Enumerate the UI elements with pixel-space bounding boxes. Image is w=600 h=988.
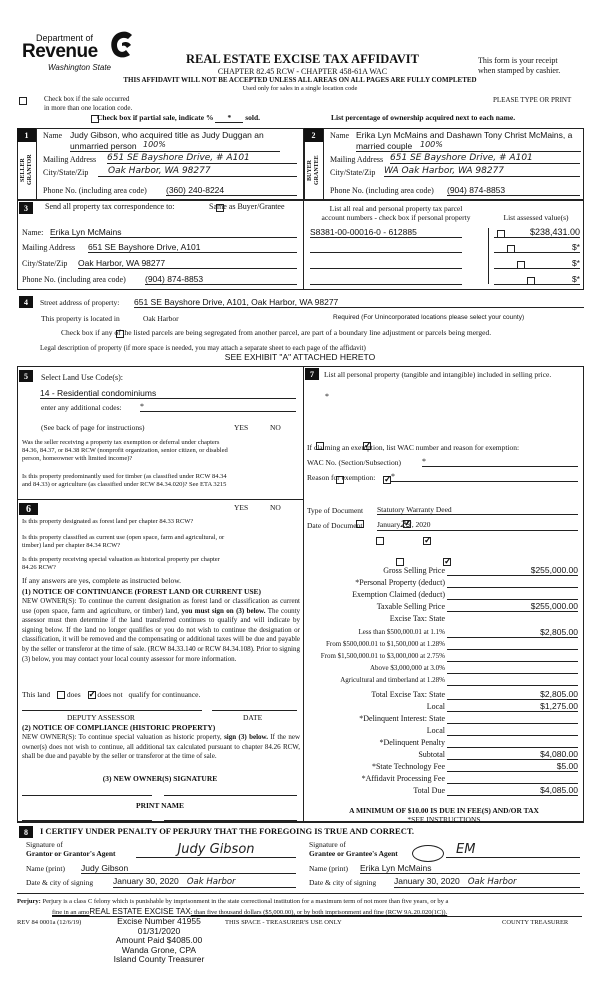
reason-label: Reason for exemption: xyxy=(307,473,376,482)
corr-address-label: Mailing Address xyxy=(22,243,76,252)
minimum-due-note: A MINIMUM OF $10.00 IS DUE IN FEE(S) AND/OR TAX xyxy=(349,806,539,815)
wac-label: WAC No. (Section/Subsection) xyxy=(307,458,401,467)
if-yes-note: If any answers are yes, complete as instructed below. xyxy=(22,576,182,585)
new-owner-sig-line-2[interactable] xyxy=(164,795,297,796)
parcel-number-3[interactable] xyxy=(310,259,462,269)
doc-type[interactable]: Statutory Warranty Deed xyxy=(377,505,578,515)
assessed-value-3[interactable]: $* xyxy=(494,258,580,269)
grantor-sig-label-1: Signature of xyxy=(26,840,63,849)
corr-address[interactable]: 651 SE Bayshore Drive, A101 xyxy=(88,242,297,253)
tax-label-agricultural: Agricultural and timberland at 1.28% xyxy=(340,676,445,684)
exemption-label: If claiming an exemption, list WAC number and reason for exemption: xyxy=(307,443,520,452)
parcel-number-1[interactable]: S8381-00-00016-0 - 612885 xyxy=(310,227,462,238)
perjury-line-1: Perjury: Perjury is a class C felony which is punishable by imprisonment in the state correctional institution for a maximum term of not more than five years, or by a xyxy=(17,898,449,905)
located-label: This property is located in xyxy=(41,314,120,323)
grantor-sig-label-2: Grantor or Grantor's Agent xyxy=(26,849,116,858)
grantor-city: Oak Harbor xyxy=(186,877,236,887)
corr-city[interactable]: Oak Harbor, WA 98277 xyxy=(78,258,297,269)
grantor-signature[interactable]: Judy Gibson xyxy=(136,842,296,858)
parcel-number-4[interactable] xyxy=(310,275,462,285)
dor-swirl-icon xyxy=(108,30,134,60)
no-header-6: NO xyxy=(270,503,281,512)
buyer-address-label: Mailing Address xyxy=(330,155,384,164)
doc-date-month: January xyxy=(377,520,401,529)
section-4-marker: 4 xyxy=(19,296,33,308)
tax-value-agricultural[interactable] xyxy=(447,675,578,686)
stamp-name: Wanda Grone, CPA xyxy=(121,944,197,955)
buyer-name-label: Name xyxy=(330,131,350,140)
seller-name-label: Name xyxy=(43,131,63,140)
grantor-date: January 30, 2020 xyxy=(113,876,179,886)
tax-label-exemption: Exemption Claimed (deduct) xyxy=(352,590,445,599)
tax-label-local: Local xyxy=(426,702,445,711)
yes-header-5: YES xyxy=(234,423,249,432)
seller-side-label: SELLER GRANTOR xyxy=(20,154,33,186)
grantor-name[interactable]: Judy Gibson xyxy=(81,863,296,874)
doc-date-label: Date of Document xyxy=(307,521,363,530)
sec6-q1: Is this property designated as forest land per chapter 84.33 RCW? xyxy=(22,518,194,525)
land-use-q1: Was the seller receiving a property tax exemption or deferral under chapters 84.36, 84.37, or 84.38 RCW (nonprofit organization, senior citizen, or disabled person, homeowner with limited income)? xyxy=(22,439,228,462)
tax-value-taxable[interactable]: $255,000.00 xyxy=(447,601,578,612)
tax-value-delinq-interest-state[interactable] xyxy=(447,713,578,724)
notice2-body: NEW OWNER(S): To continue special valuation as historic property, sign (3) below. If the new owner(s) does not wish to continue, all additional tax calculated pursuant to chapter 84.26 RCW, shall be due and payable by the seller or transferor at the time of sale. xyxy=(22,733,300,761)
tax-label-bracket-3: From $1,500,000.01 to $3,000,000 at 2.75% xyxy=(320,652,445,660)
assessed-header: List assessed value(s) xyxy=(503,213,569,222)
buyer-percent[interactable]: 100% xyxy=(420,140,443,149)
section8-bottom xyxy=(17,893,584,894)
multi-location-label-2: in more than one location code. xyxy=(44,104,133,112)
form-id: REV 84 0001a (12/6/19) xyxy=(17,919,82,926)
seller-city[interactable]: Oak Harbor, WA 98277 xyxy=(98,166,297,177)
tax-label-processing-fee: *Affidavit Processing Fee xyxy=(361,774,445,783)
land-use-label: Select Land Use Code(s): xyxy=(41,373,123,382)
corr-name-label: Name: xyxy=(22,228,44,237)
yes-header-6: YES xyxy=(234,503,249,512)
tax-value-total-due[interactable]: $4,085.00 xyxy=(447,785,578,796)
seller-phone-label: Phone No. (including area code) xyxy=(43,186,147,195)
tax-value-tech-fee[interactable]: $5.00 xyxy=(447,761,578,772)
tax-value-total-state[interactable]: $2,805.00 xyxy=(447,689,578,700)
tax-label-total-due: Total Due xyxy=(413,786,445,795)
personal-property-value[interactable]: * xyxy=(325,392,329,401)
logo-line2: Revenue xyxy=(22,41,98,62)
parcel-header-1: List all real and personal property tax parcel xyxy=(329,204,463,213)
additional-codes[interactable]: * xyxy=(140,402,296,412)
logo-line3: Washington State xyxy=(48,63,112,72)
section-8-marker: 8 xyxy=(19,826,33,838)
seller-sidebar xyxy=(17,128,37,200)
dor-logo xyxy=(22,30,132,75)
perjury-line-2: fine in an amoREAL ESTATE EXCISE TAX: than five thousand dollars ($5,000.00), or by both imprisonment and fine (RCW 9A.20.020(1C)). xyxy=(52,907,582,917)
tax-label-delinq-interest-state: *Delinquent Interest: State xyxy=(359,714,445,723)
receipt-note-1: This form is your receipt xyxy=(478,56,558,65)
treasurer-use: THIS SPACE - TREASURER'S USE ONLY xyxy=(225,919,342,926)
county-treasurer: COUNTY TREASURER xyxy=(502,919,569,926)
tax-value-bracket-3[interactable] xyxy=(447,651,578,662)
grantee-name[interactable]: Erika Lyn McMains xyxy=(360,863,580,874)
deputy-assessor-label: DEPUTY ASSESSOR xyxy=(67,713,135,722)
tax-value-bracket-2[interactable] xyxy=(447,639,578,650)
partial-sale-row xyxy=(97,113,260,123)
does-not-checkbox[interactable] xyxy=(88,691,96,699)
form-note: Used only for sales in a single location code xyxy=(242,85,358,92)
form-subtitle: CHAPTER 82.45 RCW - CHAPTER 458-61A WAC xyxy=(217,67,388,76)
assessor-date-line[interactable] xyxy=(212,710,297,711)
assessed-value-1[interactable]: $238,431.00 xyxy=(494,227,580,238)
land-use-q2: Is this property predominantly used for timber (as classified under RCW 84.34 and 84.33) or agriculture (as classified under RCW 84.34.020)? See ETA 3215 xyxy=(22,473,227,488)
buyer-phone-label: Phone No. (including area code) xyxy=(330,186,434,195)
grantee-signature[interactable]: EM xyxy=(446,842,580,858)
located-value[interactable]: Oak Harbor xyxy=(143,314,179,323)
correspondence-title: Send all property tax correspondence to: xyxy=(45,202,175,211)
notice1-title: (1) NOTICE OF CONTINUANCE (FOREST LAND OR CURRENT USE) xyxy=(22,587,262,596)
tax-value-delinq-interest-local[interactable] xyxy=(447,725,578,736)
located-required-note: Required (For Unincorporated locations please select your county) xyxy=(333,314,525,321)
partial-sale-label: Check box if partial sale, indicate % xyxy=(97,113,214,122)
assessor-date-label: DATE xyxy=(243,713,263,722)
sec6-q3: Is this property receiving special valuation as historical property per chapter 84.26 RCW? xyxy=(22,556,220,571)
grantee-sig-label-2: Grantee or Grantee's Agent xyxy=(309,849,398,858)
notice2-title: (2) NOTICE OF COMPLIANCE (HISTORIC PROPERTY) xyxy=(22,723,216,732)
treasurer-stamp xyxy=(104,917,214,965)
grantee-city: Oak Harbor xyxy=(467,877,517,887)
grantee-name-label: Name (print) xyxy=(309,864,348,873)
tax-label-bracket-4: Above $3,000,000 at 3.0% xyxy=(369,664,445,672)
grantee-sig-label-1: Signature of xyxy=(309,840,346,849)
ownership-note: List percentage of ownership acquired next to each name. xyxy=(331,113,516,122)
multi-location-label-1: Check box if the sale occurred xyxy=(44,95,130,103)
print-name-label: PRINT NAME xyxy=(136,801,184,810)
buyer-city[interactable]: WA Oak Harbor, WA 98277 xyxy=(384,166,580,177)
tax-label-subtotal: Subtotal xyxy=(418,750,445,759)
tax-value-processing-fee[interactable] xyxy=(447,773,578,784)
seller-percent[interactable]: 100% xyxy=(143,140,166,149)
seller-phone[interactable]: (360) 240-8224 xyxy=(166,185,297,196)
receipt-note-2: when stamped by cashier. xyxy=(478,66,561,75)
multi-location-checkbox[interactable] xyxy=(19,97,27,105)
stamp-title: REAL ESTATE EXCISE TAX xyxy=(89,907,191,916)
seller-name[interactable]: Judy Gibson, who acquired title as Judy Duggan an xyxy=(70,130,264,140)
same-as-buyer-label: Same as Buyer/Grantee xyxy=(209,202,285,211)
stamp-date: 01/31/2020 xyxy=(137,925,181,936)
sec6-q2: Is this property classified as current use (open space, farm and agricultural, or timber) land per chapter 84.34 RCW? xyxy=(22,534,225,549)
buyer-side-label: BUYER GRANTEE xyxy=(307,155,320,185)
print-name-line-1[interactable] xyxy=(22,820,152,821)
agent-circle xyxy=(412,845,444,862)
section-5-marker: 5 xyxy=(19,370,33,382)
tax-value-bracket-4[interactable] xyxy=(447,663,578,674)
grantee-date-label: Date & city of signing xyxy=(309,878,377,887)
continuance-row xyxy=(22,690,200,699)
see-instructions-note: *SEE INSTRUCTIONS xyxy=(407,815,481,824)
section8-top xyxy=(17,822,584,823)
new-owner-sig-line-1[interactable] xyxy=(22,795,152,796)
certify-title: I CERTIFY UNDER PENALTY OF PERJURY THAT THE FOREGOING IS TRUE AND CORRECT. xyxy=(40,826,415,836)
tax-value-bracket-1[interactable]: $2,805.00 xyxy=(447,627,578,638)
seller-address-label: Mailing Address xyxy=(43,155,97,164)
does-not-label: does not xyxy=(97,690,123,699)
reason-input[interactable]: * xyxy=(391,472,578,482)
grantee-date: January 30, 2020 xyxy=(394,876,460,886)
section-3-marker: 3 xyxy=(19,202,33,214)
buyer-city-label: City/State/Zip xyxy=(330,168,376,177)
additional-codes-label: enter any additional codes: xyxy=(41,403,122,412)
buyer-sidebar xyxy=(304,128,324,200)
grantee-date-city[interactable] xyxy=(394,876,580,888)
corr-phone[interactable]: (904) 874-8853 xyxy=(145,274,297,285)
section-2-marker: 2 xyxy=(304,128,323,142)
doc-date[interactable] xyxy=(377,520,578,531)
grantor-name-label: Name (print) xyxy=(26,864,65,873)
tax-value-subtotal[interactable]: $4,080.00 xyxy=(447,749,578,760)
section3-divider xyxy=(303,200,304,290)
buyer-name-line2[interactable]: married couple xyxy=(356,141,581,152)
partial-sale-suffix: sold. xyxy=(245,113,261,122)
section-1-marker: 1 xyxy=(17,128,36,142)
assessed-divider xyxy=(488,228,489,284)
tax-value-personal[interactable] xyxy=(447,577,578,588)
does-checkbox[interactable] xyxy=(57,691,65,699)
stamp-office: Island County Treasurer xyxy=(113,954,205,964)
deputy-assessor-line[interactable] xyxy=(22,710,202,711)
doc-type-label: Type of Document xyxy=(307,506,364,515)
doc-date-year: , 2020 xyxy=(411,520,431,529)
buyer-address[interactable]: 651 SE Bayshore Drive, # A101 xyxy=(390,153,580,164)
notice1-body: NEW OWNER(S): To continue the current designation as forest land or classification as current use (open space, farm and agriculture, or timber) land, you must sign on (3) below. The county assessor must then determine if the land transferred continues to qualify and will indicate by signing below. If the land no longer qualifies or you do not wish to continue the designation or classification, it will be removed and the compensating or additional taxes will be due and payable by the seller or transferor at the time of sale. (RCW 84.33.140 or RCW 84.34.108). Prior to signing (3) below, you may contact your local county assessor for more information. xyxy=(22,597,301,663)
tax-label-bracket-1: Less than $500,000.01 at 1.1% xyxy=(358,628,445,636)
land-use-instructions: (See back of page for instructions) xyxy=(41,423,145,432)
tax-label-gross: Gross Selling Price xyxy=(383,566,445,575)
tax-label-delinq-penalty: *Delinquent Penalty xyxy=(379,738,445,747)
street-address[interactable]: 651 SE Bayshore Drive, A101, Oak Harbor, WA 98277 xyxy=(134,297,584,308)
tax-value-local[interactable]: $1,275.00 xyxy=(447,701,578,712)
tax-label-tech-fee: *State Technology Fee xyxy=(371,762,445,771)
tax-label-bracket-2: From $500,000.01 to $1,500,000 at 1.28% xyxy=(326,640,445,648)
stamp-amount: Amount Paid $4085.00 xyxy=(115,935,203,945)
tax-label-delinq-interest-local: Local xyxy=(426,726,445,735)
no-header-5: NO xyxy=(270,423,281,432)
seller-address[interactable]: 651 SE Bayshore Drive, # A101 xyxy=(107,153,297,164)
tax-label-total-state: Total Excise Tax: State xyxy=(371,690,445,699)
seller-name-line2[interactable]: unmarried person xyxy=(70,141,280,152)
corr-city-label: City/State/Zip xyxy=(22,259,68,268)
logo-line1: Department of xyxy=(36,33,94,43)
assessed-value-2[interactable]: $* xyxy=(494,242,580,253)
section-6-marker: 6 xyxy=(19,503,38,515)
tax-value-delinq-penalty[interactable] xyxy=(447,737,578,748)
sec6-q2-no-checkbox[interactable] xyxy=(423,537,431,545)
land-use-code[interactable]: 14 - Residential condominiums xyxy=(40,388,296,399)
buyer-name[interactable]: Erika Lyn McMains and Dashawn Tony Christ McMains, a xyxy=(356,130,573,140)
buyer-phone[interactable]: (904) 874-8853 xyxy=(447,185,580,196)
legal-label: Legal description of property (if more space is needed, you may attach a separate sheet to each page of the affidavit) xyxy=(40,344,366,352)
new-owner-signature-label: (3) NEW OWNER(S) SIGNATURE xyxy=(102,774,218,783)
doc-date-day: 29 xyxy=(400,520,412,530)
street-label: Street address of property: xyxy=(40,298,120,307)
grantor-date-label: Date & city of signing xyxy=(26,878,94,887)
section-7-marker: 7 xyxy=(305,368,319,380)
sec6-q2-yes-checkbox[interactable] xyxy=(376,537,384,545)
seller-city-label: City/State/Zip xyxy=(43,168,89,177)
segregated-label: Check box if any of the listed parcels are being segregated from another parcel, are part of a boundary line adjustment or parcels being merged. xyxy=(61,328,492,337)
tax-label-personal: *Personal Property (deduct) xyxy=(355,578,445,587)
personal-property-label: List all personal property (tangible and intangible) included in selling price. xyxy=(324,370,552,379)
corr-name[interactable]: Erika Lyn McMains xyxy=(50,227,297,238)
stamp-excise-number: Excise Number 41955 xyxy=(117,916,201,926)
qualify-label: qualify for continuance. xyxy=(128,690,201,699)
tax-value-gross[interactable]: $255,000.00 xyxy=(447,565,578,576)
q2-no-checkbox[interactable] xyxy=(383,476,391,484)
corr-phone-label: Phone No. (including area code) xyxy=(22,275,126,284)
section6-divider xyxy=(17,499,303,500)
assessed-value-4[interactable]: $* xyxy=(494,274,580,285)
parcel-header-2: account numbers - check box if personal property xyxy=(321,213,471,222)
print-name-line-2[interactable] xyxy=(164,820,297,821)
parcel-number-2[interactable] xyxy=(310,243,462,253)
form-title: REAL ESTATE EXCISE TAX AFFIDAVIT xyxy=(186,52,419,66)
tax-value-exemption[interactable] xyxy=(447,589,578,600)
tax-label-taxable: Taxable Selling Price xyxy=(376,602,445,611)
sec6-q3-yes-checkbox[interactable] xyxy=(396,558,404,566)
does-label: does xyxy=(66,690,81,699)
this-land-label: This land xyxy=(22,690,51,699)
grantor-date-city[interactable] xyxy=(113,876,296,888)
tax-label-excise-state: Excise Tax: State xyxy=(389,614,445,623)
legal-description[interactable]: SEE EXHIBIT "A" ATTACHED HERETO xyxy=(224,352,376,362)
partial-sale-percent[interactable]: * xyxy=(215,113,243,123)
form-warning: THIS AFFIDAVIT WILL NOT BE ACCEPTED UNLESS ALL AREAS ON ALL PAGES ARE FULLY COMPLETED xyxy=(123,76,477,84)
wac-input[interactable]: * xyxy=(422,457,578,467)
please-print: PLEASE TYPE OR PRINT xyxy=(493,96,572,104)
